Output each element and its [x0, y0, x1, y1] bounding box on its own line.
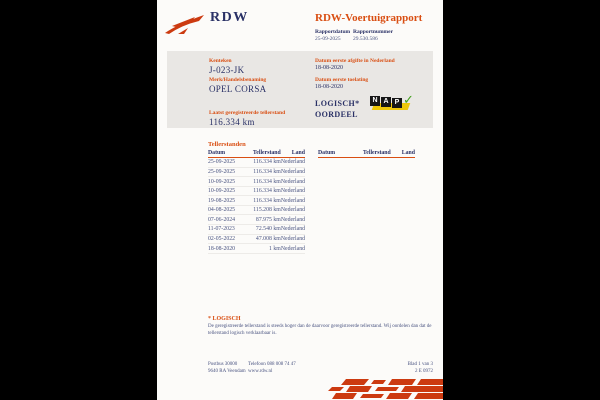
cell-datum: 25-09-2025 — [208, 167, 244, 177]
footer-page-number: Blad 1 van 3 — [407, 362, 433, 367]
cell-land: Nederland — [280, 245, 305, 252]
report-number-value: 29.530.586 — [353, 36, 378, 42]
cell-land: Nederland — [280, 236, 305, 243]
cell-datum: 04-08-2025 — [208, 205, 244, 215]
tellerstanden-section-title: Tellerstanden — [208, 141, 246, 148]
vehicle-summary-band — [167, 51, 433, 128]
cell-datum: 25-09-2025 — [208, 158, 244, 168]
eerste-afgifte-value: 18-08-2020 — [315, 65, 343, 71]
cell-tellerstand: 116.334 km — [244, 158, 281, 168]
table-row — [208, 177, 305, 187]
cell-land: Nederland — [280, 178, 305, 185]
table-body — [208, 158, 305, 254]
eerste-toelating-value: 18-08-2020 — [315, 84, 343, 90]
rdw-eagle-logo-icon — [164, 13, 206, 35]
kenteken-label: Kenteken — [209, 58, 232, 64]
cell-datum: 10-09-2025 — [208, 186, 244, 196]
table-row — [208, 205, 305, 215]
nap-checkmark-icon: ✓ — [403, 93, 414, 108]
logisch-oordeel-text — [315, 98, 360, 120]
cell-land: Nederland — [280, 216, 305, 223]
laatste-tellerstand-label: Laatst geregistreerde tellerstand — [209, 110, 286, 116]
merk-value: OPEL CORSA — [209, 84, 267, 94]
rdw-stripes-graphic — [328, 378, 443, 400]
footnote-title: * LOGISCH — [208, 316, 241, 322]
cell-tellerstand: 47.008 km — [244, 234, 281, 244]
report-date-value: 25-09-2025 — [315, 36, 341, 42]
eerste-afgifte-label: Datum eerste afgifte in Nederland — [315, 58, 395, 64]
footnote-text: De geregistreerde tellerstand is steeds hoger dan de daarvoor geregistreerde tellerstand. Wij oordelen dan dat de tellerstand logisch verklaarbaar is. — [208, 324, 432, 336]
col-header-tellerstand: Tellerstand — [354, 150, 391, 158]
col-header-datum: Datum — [318, 150, 354, 158]
table-row — [208, 244, 305, 254]
footer-contact — [248, 361, 296, 375]
footer-form-code: 2 E 0972 — [414, 369, 433, 374]
tellerstanden-table-right — [318, 150, 415, 158]
table-row — [208, 225, 305, 235]
footer-address-line2: 9640 RA Veendam — [208, 369, 246, 374]
cell-datum: 07-06-2024 — [208, 215, 244, 225]
nap-letter-n: N — [370, 96, 380, 106]
report-date-label: Rapportdatum — [315, 29, 351, 35]
cell-tellerstand: 116.334 km — [244, 196, 281, 206]
rdw-logo-text: RDW — [210, 10, 249, 25]
cell-tellerstand: 72.540 km — [244, 225, 281, 235]
cell-datum: 18-08-2020 — [208, 244, 244, 254]
col-header-land: Land — [391, 150, 415, 158]
col-header-datum: Datum — [208, 150, 244, 158]
table-header-row — [208, 150, 305, 158]
report-page — [157, 0, 443, 400]
cell-land: Nederland — [280, 188, 305, 195]
kenteken-value: J-023-JK — [209, 65, 245, 75]
cell-land: Nederland — [280, 197, 305, 204]
cell-tellerstand: 115.208 km — [244, 205, 281, 215]
cell-datum: 19-08-2025 — [208, 196, 244, 206]
footer-page-info — [408, 361, 433, 375]
cell-tellerstand: 116.334 km — [244, 177, 281, 187]
table-row — [208, 158, 305, 168]
nap-letter-p: P — [392, 98, 402, 108]
cell-tellerstand: 116.334 km — [244, 167, 281, 177]
col-header-land: Land — [281, 150, 305, 158]
merk-label: Merk/Handelsbenaming — [209, 77, 267, 83]
cell-tellerstand: 1 km — [244, 244, 281, 254]
cell-datum: 02-05-2022 — [208, 234, 244, 244]
table-row — [208, 215, 305, 225]
footer-website-link[interactable]: www.rdw.nl — [248, 369, 273, 374]
table-row — [208, 196, 305, 206]
col-header-tellerstand: Tellerstand — [244, 150, 281, 158]
nap-letter-a: A — [381, 97, 391, 107]
tellerstanden-table-left — [208, 150, 305, 254]
footer-phone: Telefoon 088 008 74 47 — [248, 362, 296, 367]
cell-land: Nederland — [280, 207, 305, 214]
cell-land: Nederland — [280, 159, 305, 166]
laatste-tellerstand-value: 116.334 km — [209, 117, 255, 127]
cell-datum: 10-09-2025 — [208, 177, 244, 187]
report-number-label: Rapportnummer — [353, 29, 394, 35]
cell-land: Nederland — [280, 226, 305, 233]
oordeel-line1: LOGISCH* — [315, 99, 360, 108]
table-header-row — [318, 150, 415, 158]
page-title: RDW-Voertuigrapport — [315, 12, 423, 24]
cell-tellerstand: 116.334 km — [244, 186, 281, 196]
cell-land: Nederland — [280, 168, 305, 175]
footer-address-line1: Postbus 30000 — [208, 362, 238, 367]
table-row — [208, 167, 305, 177]
oordeel-line2: OORDEEL — [315, 110, 358, 119]
table-row — [208, 186, 305, 196]
eerste-toelating-label: Datum eerste toelating — [315, 77, 369, 83]
footer-address — [208, 361, 246, 375]
cell-tellerstand: 87.975 km — [244, 215, 281, 225]
cell-datum: 11-07-2023 — [208, 225, 244, 235]
nap-logo — [370, 95, 420, 112]
table-row — [208, 234, 305, 244]
